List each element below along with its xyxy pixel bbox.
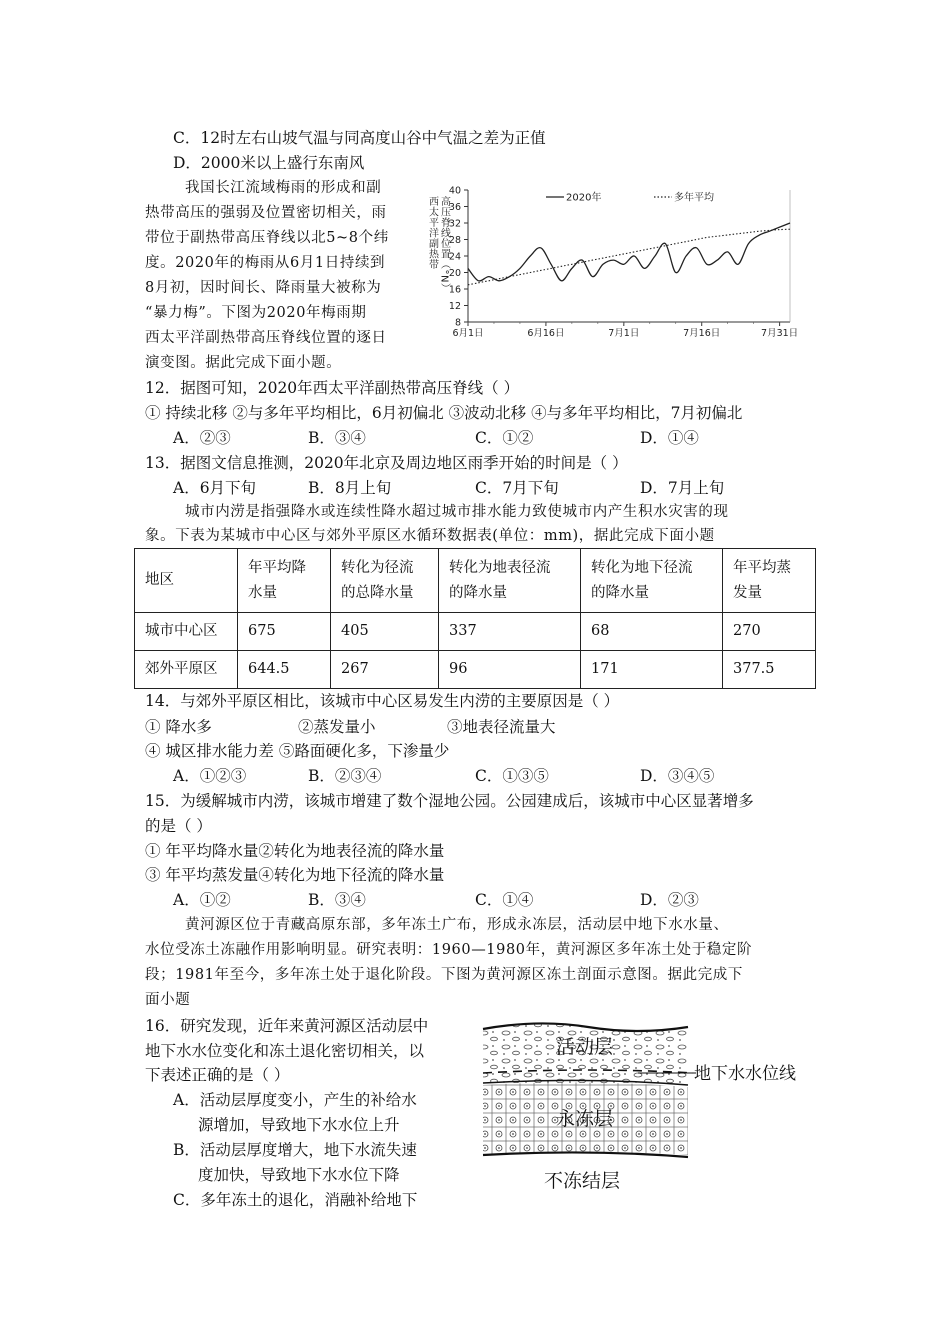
y-tick-label: 8 [454,317,461,329]
x-tick-label: 7月31日 [761,328,798,339]
q14-statement: ① 降水多 [145,718,212,736]
y-axis-label: 高压脊线位置（°N） [438,196,450,294]
table-header: 转化为地下径流 的降水量 [581,549,723,613]
q16-stem: 下表述正确的是（ ） [145,1066,290,1084]
q14-option-c[interactable]: C．①③⑤ [475,767,549,785]
q14-option-a[interactable]: A．①②③ [173,767,247,785]
y-tick-label: 20 [448,268,461,279]
y-tick-label: 24 [448,251,461,263]
legend-label: 2020年 [566,192,602,204]
table-row [135,651,816,689]
water-table-label: 地下水水位线 [694,1064,796,1084]
q14-option-b[interactable]: B．②③④ [308,767,382,785]
q16-option-a-cont: 源增加，导致地下水水位上升 [198,1116,400,1134]
q11-option-c: C．12时左右山坡气温与同高度山谷中气温之差为正值 [173,129,546,147]
q15-stem: 15．为缓解城市内涝，该城市增建了数个湿地公园。公园建成后，该城市中心区显著增多 [145,792,754,810]
x-tick-label: 6月16日 [527,328,565,339]
passage-line: 度。2020年的梅雨从6月1日持续到 [145,255,386,271]
q15-stem: 的是（ ） [145,817,212,835]
q12-option-a[interactable]: A．②③ [173,429,231,447]
x-tick-label: 6月1日 [452,328,484,339]
active-layer-label: 活动层 [556,1036,614,1058]
q16-stem: 16．研究发现，近年来黄河源区活动层中 [145,1017,429,1035]
y-tick-label: 28 [448,235,461,246]
q14-option-d[interactable]: D．③④⑤ [640,767,715,785]
x-tick-label: 7月16日 [683,328,721,339]
water-cycle-table [134,548,816,689]
q15-option-b[interactable]: B．③④ [308,891,366,909]
q13-option-b[interactable]: B．8月上旬 [308,479,392,497]
city-passage-line: 象。下表为某城市中心区与郊外平原区水循环数据表(单位：mm)，据此完成下面小题 [145,528,715,544]
y-tick-label: 40 [448,185,461,197]
ridge-line-chart [418,180,798,350]
q16-stem: 地下水水位变化和冻土退化密切相关，以 [145,1042,425,1060]
q15-option-a[interactable]: A．①② [173,891,231,909]
table-cell: 644.5 [238,651,331,689]
q16-option-a[interactable]: A．活动层厚度变小，产生的补给水 [173,1091,417,1109]
unfrozen-layer-label: 不冻结层 [544,1170,621,1192]
y-tick-label: 12 [448,301,461,312]
q14-statements-2: ④ 城区排水能力差 ⑤路面硬化多，下渗量少 [145,742,450,760]
city-passage-line: 城市内涝是指强降水或连续性降水超过城市排水能力致使城市内产生积水灾害的现 [185,504,729,520]
q14-statement: ②蒸发量小 [298,718,376,736]
passage-line: 带位于副热带高压脊线以北5~8个纬 [145,230,389,246]
series-line-average [468,229,790,285]
table-header: 转化为地表径流 的降水量 [439,549,581,613]
table-cell: 68 [581,613,723,651]
q12-option-d[interactable]: D．①④ [640,429,699,447]
permafrost-profile-figure [478,1015,818,1195]
series-line-2020 [468,223,790,281]
passage-line: “暴力梅”。下图为2020年梅雨期 [145,305,367,321]
table-cell: 337 [439,613,581,651]
q15-statements-1: ① 年平均降水量②转化为地表径流的降水量 [145,842,445,860]
q13-option-a[interactable]: A．6月下旬 [173,479,257,497]
q14-stem: 14．与郊外平原区相比，该城市中心区易发生内涝的主要原因是（ ） [145,692,620,710]
table-cell: 96 [439,651,581,689]
q12-stem: 12．据图可知，2020年西太平洋副热带高压脊线（ ） [145,379,520,397]
table-cell: 267 [331,651,439,689]
yr-passage-line: 黄河源区位于青藏高原东部，多年冻土广布，形成永冻层，活动层中地下水水量、 [185,917,729,933]
table-cell: 405 [331,613,439,651]
q16-option-c[interactable]: C．多年冻土的退化，消融补给地下 [173,1191,418,1209]
q15-statements-2: ③ 年平均蒸发量④转化为地下径流的降水量 [145,866,445,884]
table-cell: 270 [723,613,816,651]
q16-option-b[interactable]: B．活动层厚度增大，地下水流失速 [173,1141,417,1159]
table-header-row [135,549,816,613]
legend-label: 多年平均 [674,192,714,204]
table-row [135,613,816,651]
table-cell: 城市中心区 [135,613,238,651]
q12-option-c[interactable]: C．①② [475,429,534,447]
table-header: 地区 [135,549,238,613]
y-tick-label: 16 [448,284,461,296]
q13-option-d[interactable]: D．7月上旬 [640,479,725,497]
q15-option-c[interactable]: C．①④ [475,891,534,909]
yr-passage-line: 面小题 [145,992,191,1008]
table-header: 年平均蒸 发量 [723,549,816,613]
passage-line: 我国长江流域梅雨的形成和副 [185,180,382,196]
y-axis-label: 西太平洋副热带 [426,196,438,270]
table-cell: 675 [238,613,331,651]
table-header: 年平均降 水量 [238,549,331,613]
table-header: 转化为径流 的总降水量 [331,549,439,613]
passage-line: 演变图。据此完成下面小题。 [145,355,342,371]
q12-option-b[interactable]: B．③④ [308,429,366,447]
q11-option-d: D．2000米以上盛行东南风 [173,154,365,172]
passage-line: 8月初，因时间长、降雨量大被称为 [145,280,382,296]
table-cell: 郊外平原区 [135,651,238,689]
y-tick-label: 36 [448,202,461,213]
q16-option-b-cont: 度加快，导致地下水水位下降 [198,1166,400,1184]
yr-passage-line: 段；1981年至今，多年冻土处于退化阶段。下图为黄河源区冻土剖面示意图。据此完成下 [145,967,743,983]
q12-statements: ① 持续北移 ②与多年平均相比，6月初偏北 ③波动北移 ④与多年平均相比，7月初偏北 [145,404,743,422]
passage-line: 热带高压的强弱及位置密切相关，雨 [145,205,387,221]
y-tick-label: 32 [448,218,461,230]
q15-option-d[interactable]: D．②③ [640,891,699,909]
q14-statement: ③地表径流量大 [447,718,556,736]
yr-passage-line: 水位受冻土冻融作用影响明显。研究表明：1960—1980年，黄河源区多年冻土处于稳定阶 [145,942,753,958]
x-tick-label: 7月1日 [608,328,640,339]
q13-option-c[interactable]: C．7月下旬 [475,479,559,497]
passage-line: 西太平洋副热带高压脊线位置的逐日 [145,330,387,346]
table-cell: 377.5 [723,651,816,689]
q13-stem: 13．据图文信息推测，2020年北京及周边地区雨季开始的时间是（ ） [145,454,628,472]
permafrost-label: 永冻层 [556,1108,614,1130]
table-cell: 171 [581,651,723,689]
